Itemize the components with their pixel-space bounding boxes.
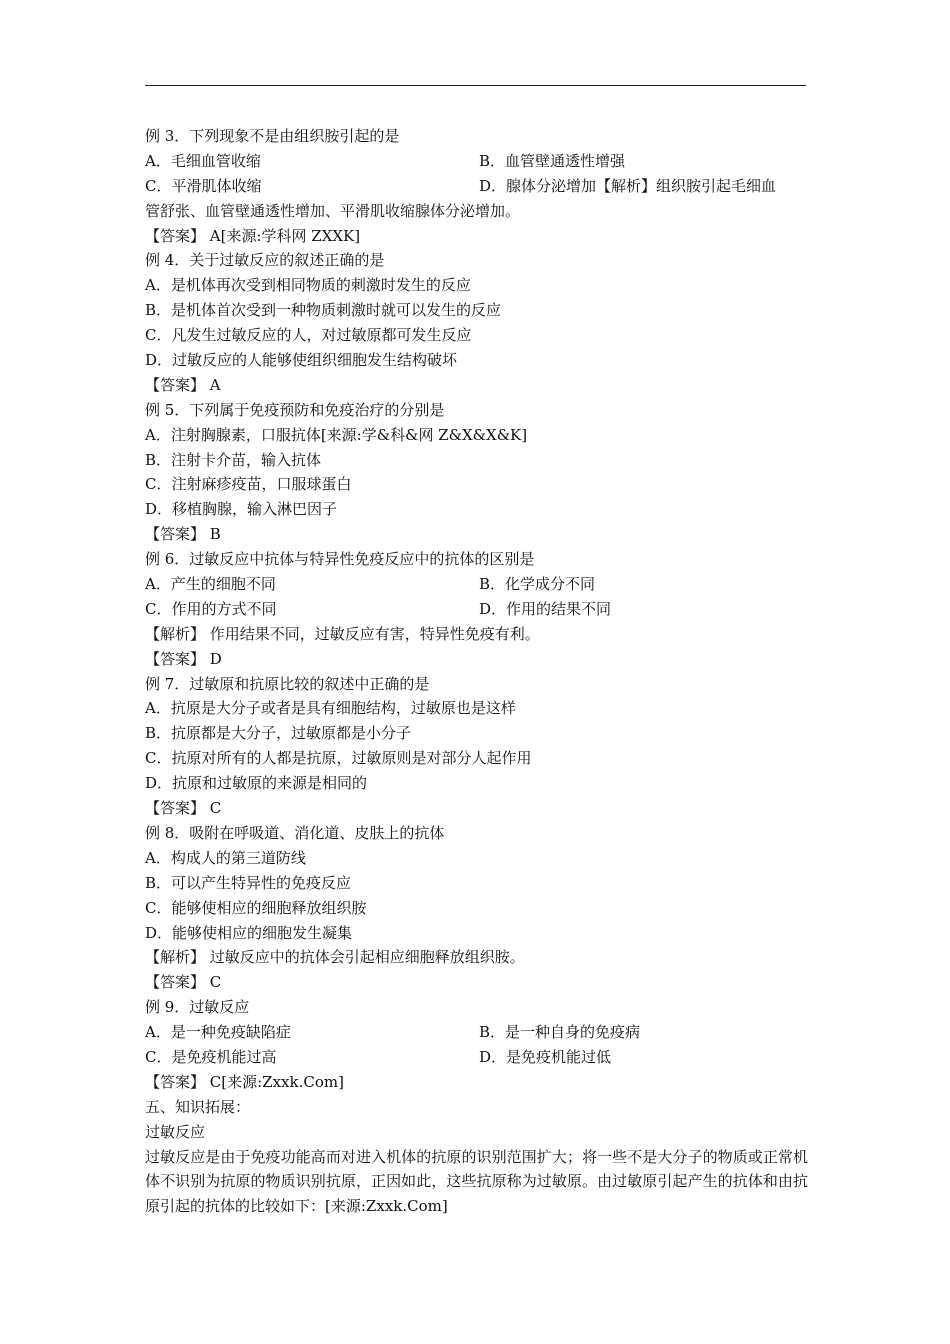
option-line: D．过敏反应的人能够使组织细胞发生结构破坏 bbox=[145, 351, 458, 370]
option-a: A．是一种免疫缺陷症 bbox=[145, 1023, 291, 1042]
option-line: B．是机体首次受到一种物质刺激时就可以发生的反应 bbox=[145, 301, 502, 320]
option-row bbox=[145, 572, 808, 597]
text-line: 管舒张、血管壁通透性增加、平滑肌收缩腺体分泌增加。 bbox=[145, 201, 521, 220]
option-line: B．注射卡介苗，输入抗体 bbox=[145, 450, 322, 469]
document-body bbox=[145, 124, 808, 1219]
option-a: A．产生的细胞不同 bbox=[145, 575, 276, 594]
question-line: 例 7．过敏原和抗原比较的叙述中正确的是 bbox=[145, 674, 430, 693]
option-row bbox=[145, 1045, 808, 1070]
question-line: 例 8．吸附在呼吸道、消化道、皮肤上的抗体 bbox=[145, 823, 445, 842]
answer-line: 【答案】 A[来源:学科网 ZXXK] bbox=[145, 226, 361, 245]
question-line: 例 4．关于过敏反应的叙述正确的是 bbox=[145, 251, 385, 270]
answer-line: 【答案】 A bbox=[145, 375, 221, 394]
option-line: B．可以产生特异性的免疫反应 bbox=[145, 873, 352, 892]
analysis-line: 【解析】 过敏反应中的抗体会引起相应细胞释放组织胺。 bbox=[145, 948, 525, 967]
option-row bbox=[145, 1020, 808, 1045]
option-line: D．抗原和过敏原的来源是相同的 bbox=[145, 774, 368, 793]
option-line: C．凡发生过敏反应的人，对过敏原都可发生反应 bbox=[145, 326, 472, 345]
option-d: D．作用的结果不同 bbox=[479, 599, 612, 618]
option-line: A．抗原是大分子或者是具有细胞结构，过敏原也是这样 bbox=[145, 699, 516, 718]
option-c: C．是免疫机能过高 bbox=[145, 1047, 277, 1066]
option-row bbox=[145, 174, 808, 199]
answer-line: 【答案】 C bbox=[145, 973, 222, 992]
option-row bbox=[145, 149, 808, 174]
option-b: B．化学成分不同 bbox=[479, 575, 596, 594]
option-row bbox=[145, 597, 808, 622]
option-c: C．作用的方式不同 bbox=[145, 599, 277, 618]
question-line: 例 5．下列属于免疫预防和免疫治疗的分别是 bbox=[145, 400, 445, 419]
option-b: B．是一种自身的免疫病 bbox=[479, 1023, 641, 1042]
option-d: D．腺体分泌增加【解析】组织胺引起毛细血 bbox=[479, 176, 777, 195]
answer-line: 【答案】 D bbox=[145, 649, 222, 668]
subheading: 过敏反应 bbox=[145, 1122, 206, 1141]
option-d: D．是免疫机能过低 bbox=[479, 1047, 612, 1066]
answer-line: 【答案】 C[来源:Zxxk.Com] bbox=[145, 1072, 344, 1091]
header-rule bbox=[145, 85, 806, 86]
option-b: B．血管壁通透性增强 bbox=[479, 151, 626, 170]
option-line: D．能够使相应的细胞发生凝集 bbox=[145, 923, 353, 942]
option-a: A．毛细血管收缩 bbox=[145, 151, 261, 170]
option-line: B．抗原都是大分子，过敏原都是小分子 bbox=[145, 724, 412, 743]
question-line: 例 9．过敏反应 bbox=[145, 998, 250, 1017]
option-line: C．能够使相应的细胞释放组织胺 bbox=[145, 898, 367, 917]
final-paragraph: 过敏反应是由于免疫功能高而对进入机体的抗原的识别范围扩大；将一些不是大分子的物质或正常机体不识别为抗原的物质识别抗原，正因如此，这些抗原称为过敏原。由过敏原引起产生的抗体和由抗原引起的抗体的比较如下：[来源:Zxxk.Com] bbox=[145, 1147, 808, 1216]
option-line: A．注射胸腺素，口服抗体[来源:学&科&网 Z&X&X&K] bbox=[145, 425, 528, 444]
analysis-line: 【解析】 作用结果不同，过敏反应有害，特异性免疫有利。 bbox=[145, 624, 540, 643]
answer-line: 【答案】 B bbox=[145, 525, 221, 544]
section-heading: 五、知识拓展： bbox=[145, 1097, 251, 1116]
option-line: A．是机体再次受到相同物质的刺激时发生的反应 bbox=[145, 276, 471, 295]
option-line: A．构成人的第三道防线 bbox=[145, 848, 306, 867]
option-c: C．平滑肌体收缩 bbox=[145, 176, 262, 195]
answer-line: 【答案】 C bbox=[145, 799, 222, 818]
option-line: C．抗原对所有的人都是抗原，过敏原则是对部分人起作用 bbox=[145, 749, 532, 768]
question-line: 例 6．过敏反应中抗体与特异性免疫反应中的抗体的区别是 bbox=[145, 550, 535, 569]
option-line: D．移植胸腺，输入淋巴因子 bbox=[145, 500, 338, 519]
text-line: 例 3．下列现象不是由组织胺引起的是 bbox=[145, 127, 400, 145]
option-line: C．注射麻疹疫苗，口服球蛋白 bbox=[145, 475, 352, 494]
